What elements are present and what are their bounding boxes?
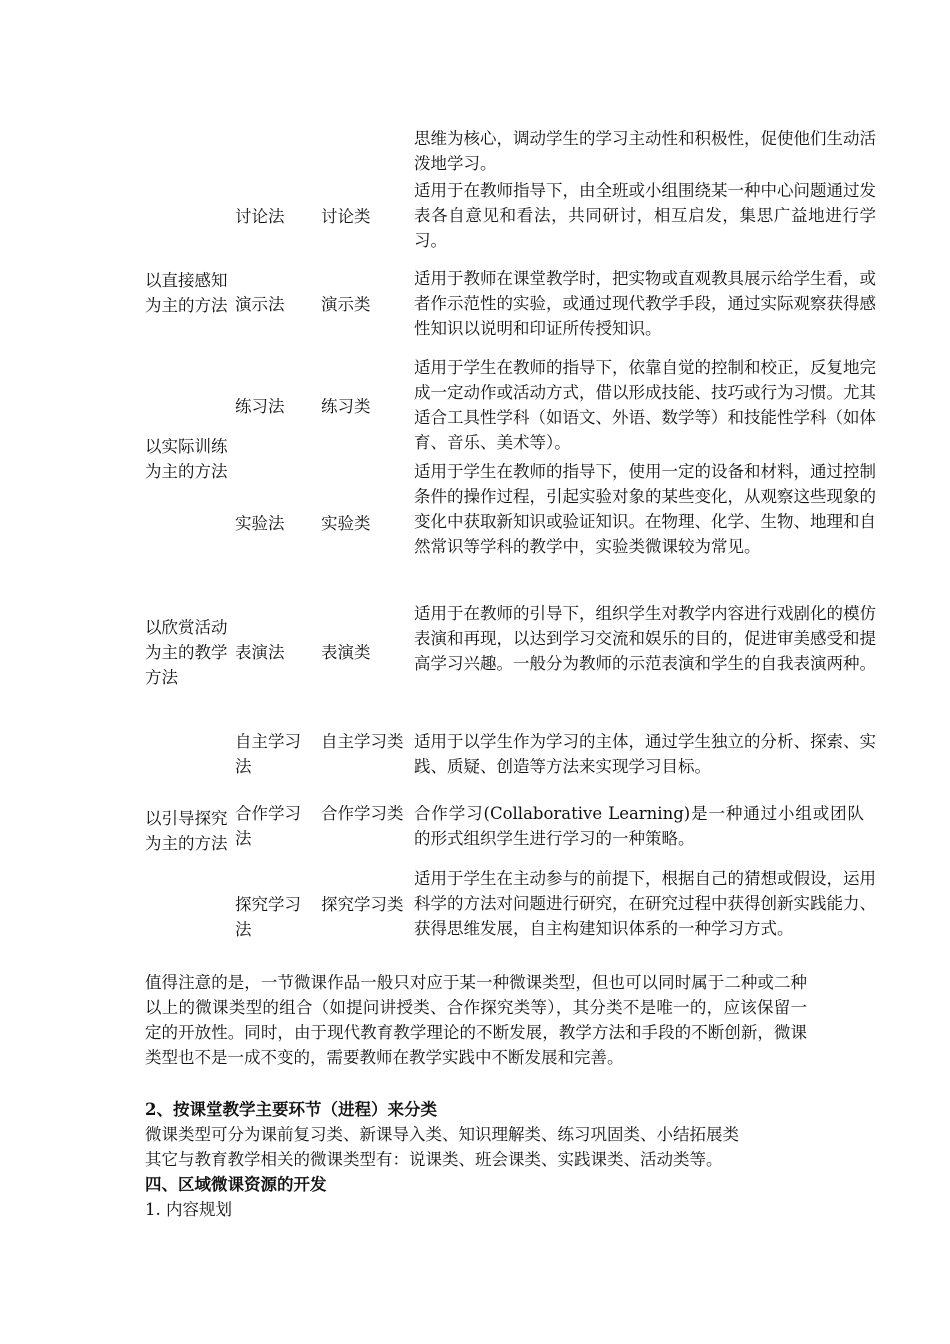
row-5-method: 表演法 [235,643,285,662]
paragraph-lesson-stages: 微课类型可分为课前复习类、新课导入类、知识理解类、练习巩固类、小结拓展类 [145,1125,739,1144]
row-2-description: 适用于教师在课堂教学时，把实物或直观教具展示给学生看，或者作示范性的实验，或通过现代教学手段，通过实际观察获得感性知识以说明和印证所传授知识。 [414,269,876,338]
section-heading-2: 2、按课堂教学主要环节（进程）来分类 [145,1100,437,1119]
row-4-type: 实验类 [321,514,371,533]
row-6-type: 自主学习类 [321,732,404,751]
row-1-description: 适用于在教师指导下，由全班或小组围绕某一种中心问题通过发表各自意见和看法，共同研讨，相互启发，集思广益地进行学习。 [414,181,876,250]
row-6-method: 自主学习法 [235,732,301,776]
row-1-type: 讨论类 [321,207,371,226]
row-8-description: 适用于学生在主动参与的前提下，根据自己的猜想或假设，运用科学的方法对问题进行研究，在研究过程中获得创新实践能力、获得思维发展，自主构建知识体系的一种学习方式。 [414,869,876,938]
paragraph-other-types: 其它与教育教学相关的微课类型有：说课类、班会课类、实践课类、活动类等。 [145,1150,723,1169]
row-3-method: 练习法 [235,397,285,416]
row-3-description: 适用于学生在教师的指导下，依靠自觉的控制和校正，反复地完成一定动作或活动方式，借以形成技能、技巧或行为习惯。尤其适合工具性学科（如语文、外语、数学等）和技能性学科（如体育、音乐、美术等）。 [414,358,876,452]
row-5-description: 适用于在教师的引导下，组织学生对教学内容进行戏剧化的模仿表演和再现，以达到学习交流和娱乐的目的，促进审美感受和提高学习兴趣。一般分为教师的示范表演和学生的自我表演两种。 [414,604,876,673]
row-2-type: 演示类 [321,295,371,314]
row-6-description: 适用于以学生作为学习的主体，通过学生独立的分析、探索、实践、质疑、创造等方法来实现学习目标。 [414,732,876,776]
row-1-method: 讨论法 [235,207,285,226]
row-2-method: 演示法 [235,295,285,314]
row-0-description: 思维为核心，调动学生的学习主动性和积极性，促使他们生动活泼地学习。 [414,129,876,173]
note-paragraph: 值得注意的是，一节微课作品一般只对应于某一种微课类型，但也可以同时属于二种或二种以上的微课类型的组合（如提问讲授类、合作探究类等），其分类不是唯一的，应该保留一定的开放性。同时，由于现代教育教学理论的不断发展，教学方法和手段的不断创新，微课类型也不是一成不变的，需要教师在教学实践中不断发展和完善。 [145,973,807,1067]
category-practical-training: 以实际训练为主的方法 [145,437,228,481]
row-8-type: 探究学习类 [321,895,404,914]
category-direct-perception: 以直接感知为主的方法 [145,271,228,315]
category-guided-inquiry: 以引导探究为主的方法 [145,809,228,853]
list-item-content-planning: 1. 内容规划 [145,1200,232,1219]
row-7-description: 合作学习(Collaborative Learning)是一种通过小组或团队的形式组织学生进行学习的一种策略。 [414,804,864,848]
category-appreciation-activity: 以欣赏活动为主的教学方法 [145,618,228,687]
row-5-type: 表演类 [321,643,371,662]
row-8-method: 探究学习法 [235,895,301,939]
row-3-type: 练习类 [321,397,371,416]
row-4-description: 适用于学生在教师的指导下，使用一定的设备和材料，通过控制条件的操作过程，引起实验对象的某些变化，从观察这些现象的变化中获取新知识或验证知识。在物理、化学、生物、地理和自然常识等学科的教学中，实验类微课较为常见。 [414,462,876,556]
section-heading-4: 四、区域微课资源的开发 [145,1175,327,1194]
row-4-method: 实验法 [235,514,285,533]
row-7-method: 合作学习法 [235,804,301,848]
row-7-type: 合作学习类 [321,804,404,823]
